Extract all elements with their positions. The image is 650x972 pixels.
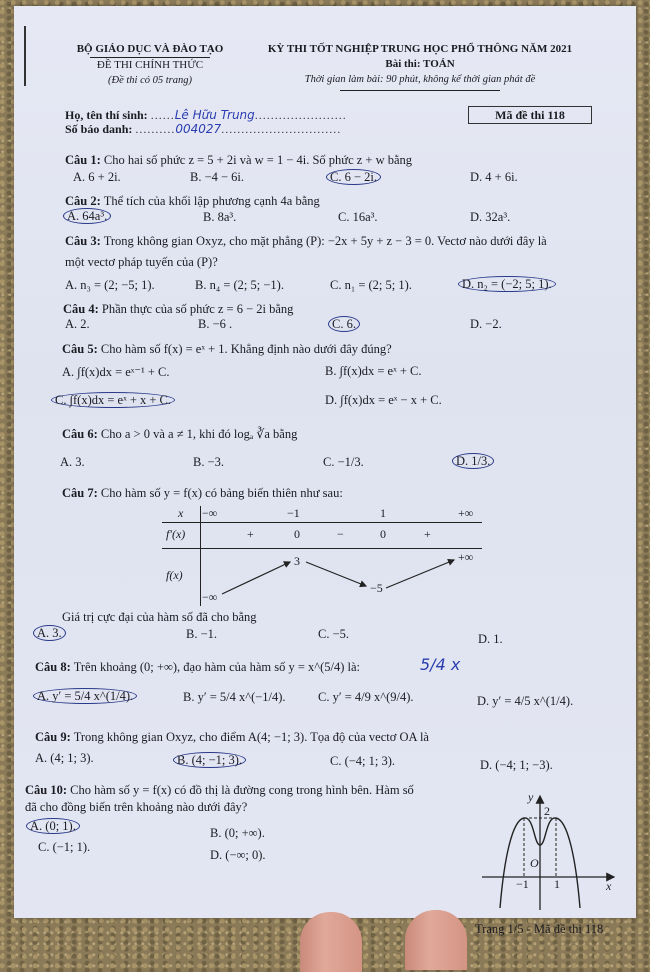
pages-note: (Đề thi có 05 trang) bbox=[108, 75, 192, 86]
x-tick-neg1: −1 bbox=[516, 877, 529, 891]
ministry: BỘ GIÁO DỤC VÀ ĐÀO TẠO bbox=[76, 43, 224, 55]
q10-option-c[interactable]: C. (−1; 1). bbox=[38, 840, 91, 854]
variation-arrows bbox=[162, 506, 482, 606]
q5-option-d[interactable]: D. ∫f(x)dx = eˣ − x + C. bbox=[325, 393, 442, 407]
question-10: Câu 10: Cho hàm số y = f(x) có đồ thị là đường cong trong hình bên. Hàm số bbox=[25, 783, 414, 797]
q3-option-d[interactable]: D. n₂ = (−2; 5; 1). bbox=[462, 276, 556, 292]
time-note: Thời gian làm bài: 90 phút, không kể thời gian phát đề bbox=[304, 74, 536, 85]
q2-option-b[interactable]: B. 8a³. bbox=[203, 210, 237, 224]
question-9: Câu 9: Trong không gian Oxyz, cho điểm A(4; −1; 3). Tọa độ của vectơ OA là bbox=[35, 730, 429, 744]
question-5: Câu 5: Cho hàm số f(x) = eˣ + 1. Khẳng định nào dưới đây đúng? bbox=[62, 342, 392, 356]
q7-option-c[interactable]: C. −5. bbox=[318, 627, 350, 641]
question-3: Câu 3: Trong không gian Oxyz, cho mặt phẳng (P): −2x + 5y + z − 3 = 0. Vectơ nào dưới đây là bbox=[65, 234, 547, 248]
q4-option-a[interactable]: A. 2. bbox=[65, 317, 90, 331]
exam-title: KỲ THI TỐT NGHIỆP TRUNG HỌC PHỔ THÔNG NĂM 2021 bbox=[267, 43, 573, 55]
q1-option-c[interactable]: C. 6 − 2i. bbox=[330, 169, 381, 185]
question-10-line2: đã cho đồng biến trên khoảng nào dưới đây? bbox=[25, 800, 248, 814]
q10-option-b[interactable]: B. (0; +∞). bbox=[210, 826, 265, 840]
q3-option-b[interactable]: B. n₄ = (2; 5; −1). bbox=[195, 278, 284, 292]
header-right bbox=[250, 42, 590, 91]
question-6: Câu 6: Cho a > 0 và a ≠ 1, khi đó logₐ ∛a bằng bbox=[62, 427, 298, 441]
q6-option-d[interactable]: D. 1/3. bbox=[456, 453, 494, 469]
x-tick-1: 1 bbox=[554, 877, 560, 891]
q8-option-c[interactable]: C. y′ = 4/9 x^(9/4). bbox=[318, 690, 414, 704]
official-label: ĐỀ THI CHÍNH THỨC bbox=[96, 59, 204, 71]
q7-option-b[interactable]: B. −1. bbox=[186, 627, 218, 641]
q9-option-b[interactable]: B. (4; −1; 3). bbox=[177, 752, 246, 768]
x-axis-label: x bbox=[606, 879, 612, 893]
q5-option-b[interactable]: B. ∫f(x)dx = eˣ + C. bbox=[325, 364, 422, 378]
y-tick-2: 2 bbox=[544, 804, 550, 818]
finger bbox=[300, 912, 362, 972]
q10-option-a[interactable]: A. (0; 1). bbox=[30, 818, 80, 834]
name-value: Lê Hữu Trung bbox=[174, 108, 255, 122]
id-value: 004027 bbox=[175, 122, 222, 136]
q7-option-d[interactable]: D. 1. bbox=[478, 632, 503, 646]
q6-option-c[interactable]: C. −1/3. bbox=[323, 455, 364, 469]
q4-option-d[interactable]: D. −2. bbox=[470, 317, 502, 331]
id-label: Số báo danh: bbox=[65, 122, 133, 136]
question-7: Câu 7: Cho hàm số y = f(x) có bảng biến thiên như sau: bbox=[62, 486, 343, 500]
exam-code-box: Mã đề thi 118 bbox=[468, 106, 592, 124]
q8-option-d[interactable]: D. y′ = 4/5 x^(1/4). bbox=[477, 694, 574, 708]
q9-option-d[interactable]: D. (−4; 1; −3). bbox=[480, 758, 553, 772]
q3-option-a[interactable]: A. n₃ = (2; −5; 1). bbox=[65, 278, 155, 292]
question-7-prompt: Giá trị cực đại của hàm số đã cho bằng bbox=[62, 610, 257, 624]
q6-option-a[interactable]: A. 3. bbox=[60, 455, 85, 469]
q4-option-c[interactable]: C. 6. bbox=[332, 316, 360, 332]
q8-option-a[interactable]: A. y′ = 5/4 x^(1/4). bbox=[37, 688, 137, 704]
q3-option-c[interactable]: C. n₁ = (2; 5; 1). bbox=[330, 278, 412, 292]
q6-option-b[interactable]: B. −3. bbox=[193, 455, 225, 469]
q5-option-a[interactable]: A. ∫f(x)dx = eˣ⁻¹ + C. bbox=[62, 365, 170, 379]
header-left bbox=[60, 42, 240, 88]
variation-table: x f′(x) f(x) −∞ −1 1 +∞ + 0 − 0 + −∞ 3 −5 +∞ bbox=[162, 506, 482, 606]
q1-option-d[interactable]: D. 4 + 6i. bbox=[470, 170, 518, 184]
name-label: Họ, tên thí sinh: bbox=[65, 108, 148, 122]
q1-option-b[interactable]: B. −4 − 6i. bbox=[190, 170, 245, 184]
q10-option-d[interactable]: D. (−∞; 0). bbox=[210, 848, 266, 862]
q2-option-a[interactable]: A. 64a³. bbox=[67, 208, 111, 224]
q2-option-d[interactable]: D. 32a³. bbox=[470, 210, 511, 224]
y-axis-label: y bbox=[528, 790, 534, 804]
origin-label: O bbox=[530, 856, 539, 870]
page-footer: Trang 1/5 - Mã đề thi 118 bbox=[475, 922, 604, 936]
handwritten-note: 5/4 x bbox=[420, 655, 461, 674]
finger bbox=[405, 910, 467, 970]
question-2: Câu 2: Thể tích của khối lập phương cạnh 4a bằng bbox=[65, 194, 320, 208]
question-8: Câu 8: Trên khoảng (0; +∞), đạo hàm của hàm số y = x^(5/4) là: bbox=[35, 660, 361, 674]
header-rule-right bbox=[340, 90, 500, 91]
q1-option-a[interactable]: A. 6 + 2i. bbox=[73, 170, 121, 184]
q9-option-c[interactable]: C. (−4; 1; 3). bbox=[330, 754, 396, 768]
function-graph bbox=[482, 790, 622, 910]
q2-option-c[interactable]: C. 16a³. bbox=[338, 210, 378, 224]
question-3-line2: một vectơ pháp tuyến của (P)? bbox=[65, 255, 218, 269]
subject: Bài thi: TOÁN bbox=[385, 58, 455, 70]
q8-option-b[interactable]: B. y′ = 5/4 x^(−1/4). bbox=[183, 690, 286, 704]
question-4: Câu 4: Phần thực của số phức z = 6 − 2i bằng bbox=[63, 302, 294, 316]
q9-option-a[interactable]: A. (4; 1; 3). bbox=[35, 751, 94, 765]
q5-option-c[interactable]: C. ∫f(x)dx = eˣ + x + C. bbox=[55, 392, 175, 408]
q4-option-b[interactable]: B. −6 . bbox=[198, 317, 233, 331]
student-info: Họ, tên thí sinh: ......Lê Hữu Trung....................... Số báo danh: ..........004027.............................. bbox=[65, 108, 347, 136]
question-1: Câu 1: Cho hai số phức z = 5 + 2i và w = 1 − 4i. Số phức z + w bằng bbox=[65, 153, 413, 167]
q7-option-a[interactable]: A. 3. bbox=[37, 625, 66, 641]
